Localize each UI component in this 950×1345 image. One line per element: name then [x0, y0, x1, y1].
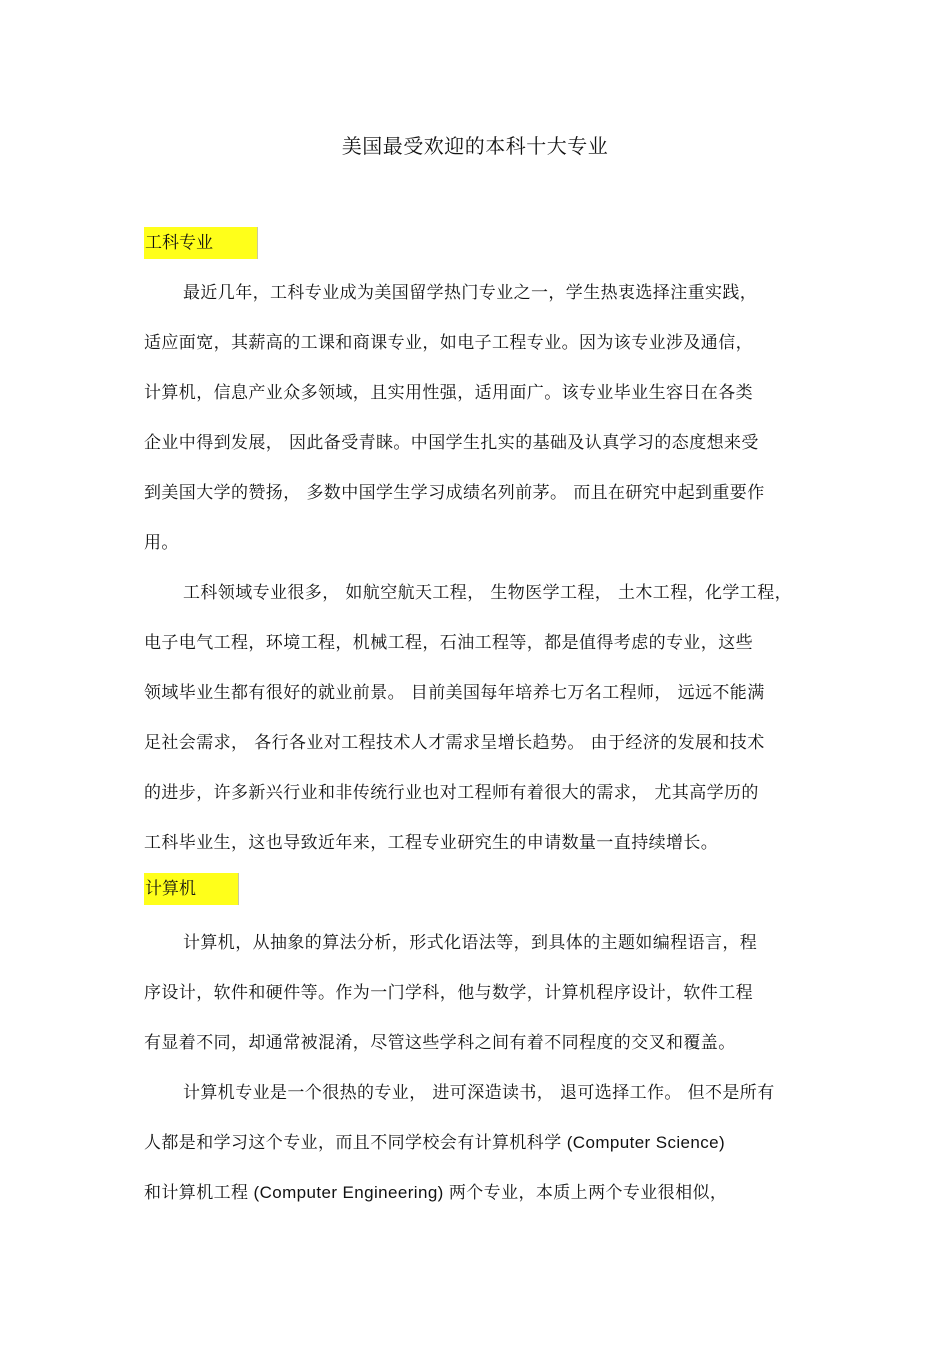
section-heading-computer: 计算机 [144, 873, 239, 905]
paragraph-line: 到美国大学的赞扬， 多数中国学生学习成绩名列前茅。 而且在研究中起到重要作 [144, 483, 765, 503]
paragraph-line: 工科毕业生，这也导致近年来，工程专业研究生的申请数量一直持续增长。 [144, 833, 719, 853]
paragraph-line: 适应面宽，其薪高的工课和商课专业，如电子工程专业。因为该专业涉及通信， [144, 333, 753, 353]
paragraph-line: 企业中得到发展， 因此备受青睐。中国学生扎实的基础及认真学习的态度想来受 [144, 433, 759, 453]
paragraph-line: 最近几年，工科专业成为美国留学热门专业之一，学生热衷选择注重实践， [183, 283, 758, 303]
paragraph-line: 有显着不同，却通常被混淆，尽管这些学科之间有着不同程度的交叉和覆盖。 [144, 1033, 736, 1053]
document-title: 美国最受欢迎的本科十大专业 [341, 134, 609, 158]
paragraph-line: 和计算机工程 (Computer Engineering) 两个专业，本质上两个专业很相似， [144, 1183, 728, 1202]
paragraph-line: 序设计，软件和硬件等。作为一门学科，他与数学，计算机程序设计，软件工程 [144, 983, 753, 1003]
section-heading-engineering: 工科专业 [144, 227, 258, 259]
paragraph-line: 电子电气工程，环境工程，机械工程，石油工程等，都是值得考虑的专业，这些 [144, 633, 753, 653]
paragraph-line: 计算机专业是一个很热的专业， 进可深造读书， 退可选择工作。 但不是所有 [183, 1083, 775, 1103]
paragraph-line: 足社会需求， 各行各业对工程技术人才需求呈增长趋势。 由于经济的发展和技术 [144, 733, 765, 753]
paragraph-line: 用。 [144, 533, 179, 553]
paragraph-line: 计算机，从抽象的算法分析，形式化语法等，到具体的主题如编程语言，程 [183, 933, 758, 953]
paragraph-line: 的进步，许多新兴行业和非传统行业也对工程师有着很大的需求， 尤其高学历的 [144, 783, 759, 803]
paragraph-line: 领域毕业生都有很好的就业前景。 目前美国每年培养七万名工程师， 远远不能满 [144, 683, 765, 703]
paragraph-line: 工科领域专业很多， 如航空航天工程， 生物医学工程， 土木工程，化学工程， [183, 583, 793, 603]
paragraph-line: 人都是和学习这个专业，而且不同学校会有计算机科学 (Computer Science) [144, 1133, 726, 1152]
paragraph-line: 计算机，信息产业众多领域，且实用性强，适用面广。该专业毕业生容日在各类 [144, 383, 753, 403]
